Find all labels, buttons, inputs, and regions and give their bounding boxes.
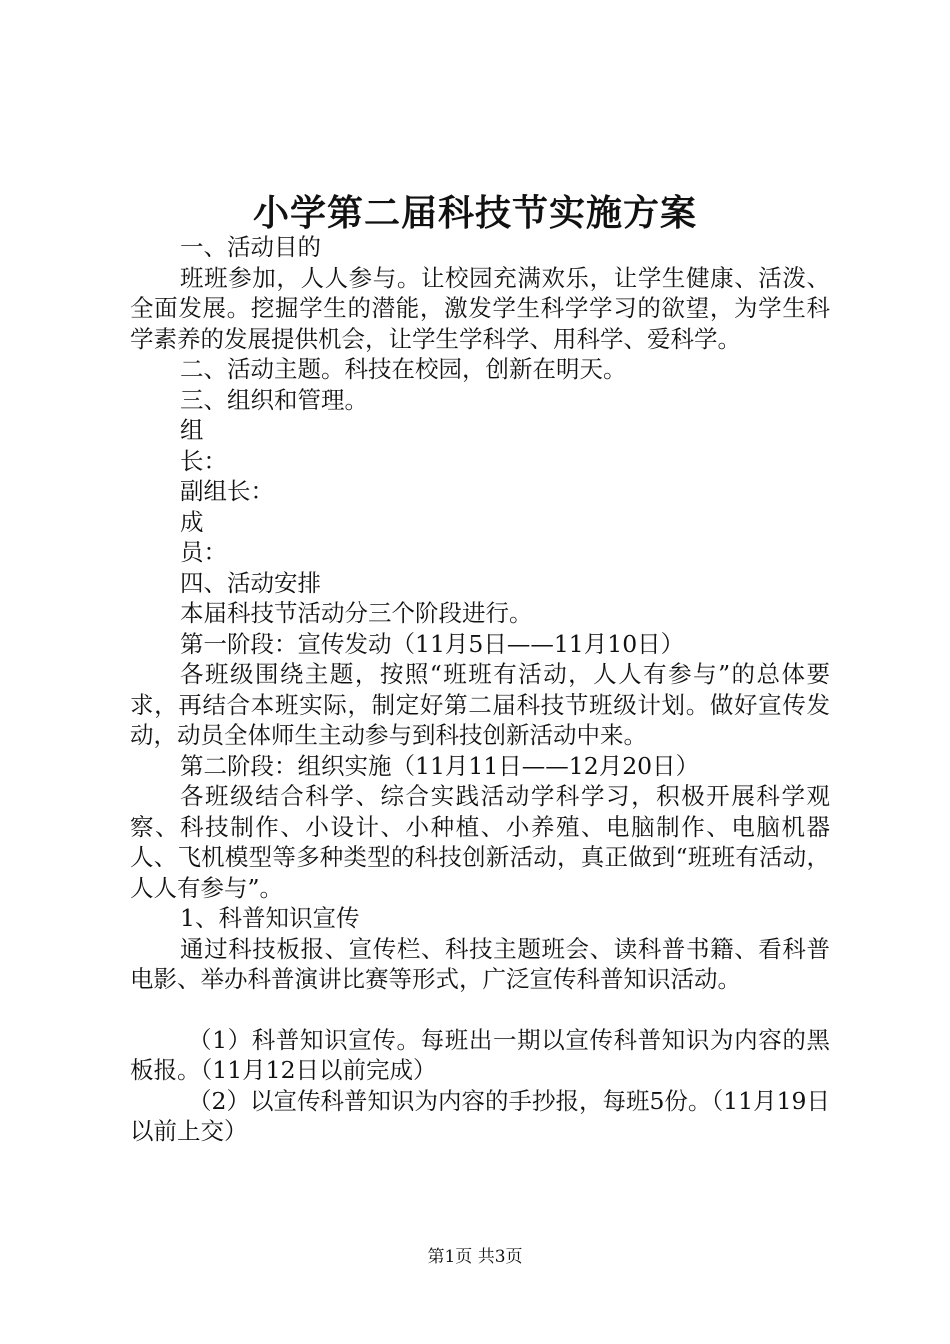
- stage-two-heading: 第二阶段：组织实施（11月11日——12月20日）: [180, 751, 700, 780]
- org-deputy-leader: 副组长：: [180, 477, 274, 505]
- org-leader-line-2: 长：: [180, 446, 227, 475]
- section-heading-purpose: 一、活动目的: [180, 233, 321, 261]
- org-leader-line-1: 组: [180, 416, 204, 444]
- paragraph-science-publicity: 通过科技板报、宣传栏、科技主题班会、读科普书籍、看科普电影、举办科普演讲比赛等形式，广泛宣传科普知识活动。: [130, 934, 830, 993]
- subsection-science-publicity: 1、科普知识宣传: [180, 904, 360, 932]
- document-body: [130, 232, 830, 1147]
- paragraph-stages-intro: 本届科技节活动分三个阶段进行。: [180, 599, 533, 627]
- section-heading-arrangement: 四、活动安排: [180, 568, 321, 597]
- section-heading-organization: 三、组织和管理。: [180, 385, 368, 414]
- paragraph-purpose: 班班参加，人人参与。让校园充满欢乐，让学生健康、活泼、全面发展。挖掘学生的潜能，激发学生科学学习的欲望，为学生科学素养的发展提供机会，让学生学科学、用科学、爱科学。: [130, 263, 830, 353]
- section-heading-theme: 二、活动主题。科技在校园，创新在明天。: [180, 355, 627, 383]
- item-blackboard-report: （1）科普知识宣传。每班出一期以宣传科普知识为内容的黑板报。（11月12日以前完成）: [130, 1025, 830, 1084]
- item-handwritten-newspaper: （2）以宣传科普知识为内容的手抄报，每班5份。（11月19日以前上交）: [130, 1086, 830, 1145]
- org-members-line-1: 成: [180, 507, 204, 536]
- org-members-line-2: 员：: [180, 538, 227, 566]
- blank-line: [130, 995, 830, 1025]
- stage-one-heading: 第一阶段：宣传发动（11月5日——11月10日）: [180, 629, 685, 658]
- paragraph-stage-two: 各班级结合科学、综合实践活动学科学习，积极开展科学观察、科技制作、小设计、小种植、小养殖、电脑制作、电脑机器人、飞机模型等多种类型的科技创新活动，真正做到“班班有活动，人人有参与”。: [130, 782, 830, 902]
- page-number-footer: 第1页 共3页: [427, 1247, 523, 1267]
- document-title: 小学第二届科技节实施方案: [252, 192, 697, 234]
- paragraph-stage-one: 各班级围绕主题，按照“班班有活动，人人有参与”的总体要求，再结合本班实际，制定好第二届科技节班级计划。做好宣传发动，动员全体师生主动参与到科技创新活动中来。: [130, 660, 830, 749]
